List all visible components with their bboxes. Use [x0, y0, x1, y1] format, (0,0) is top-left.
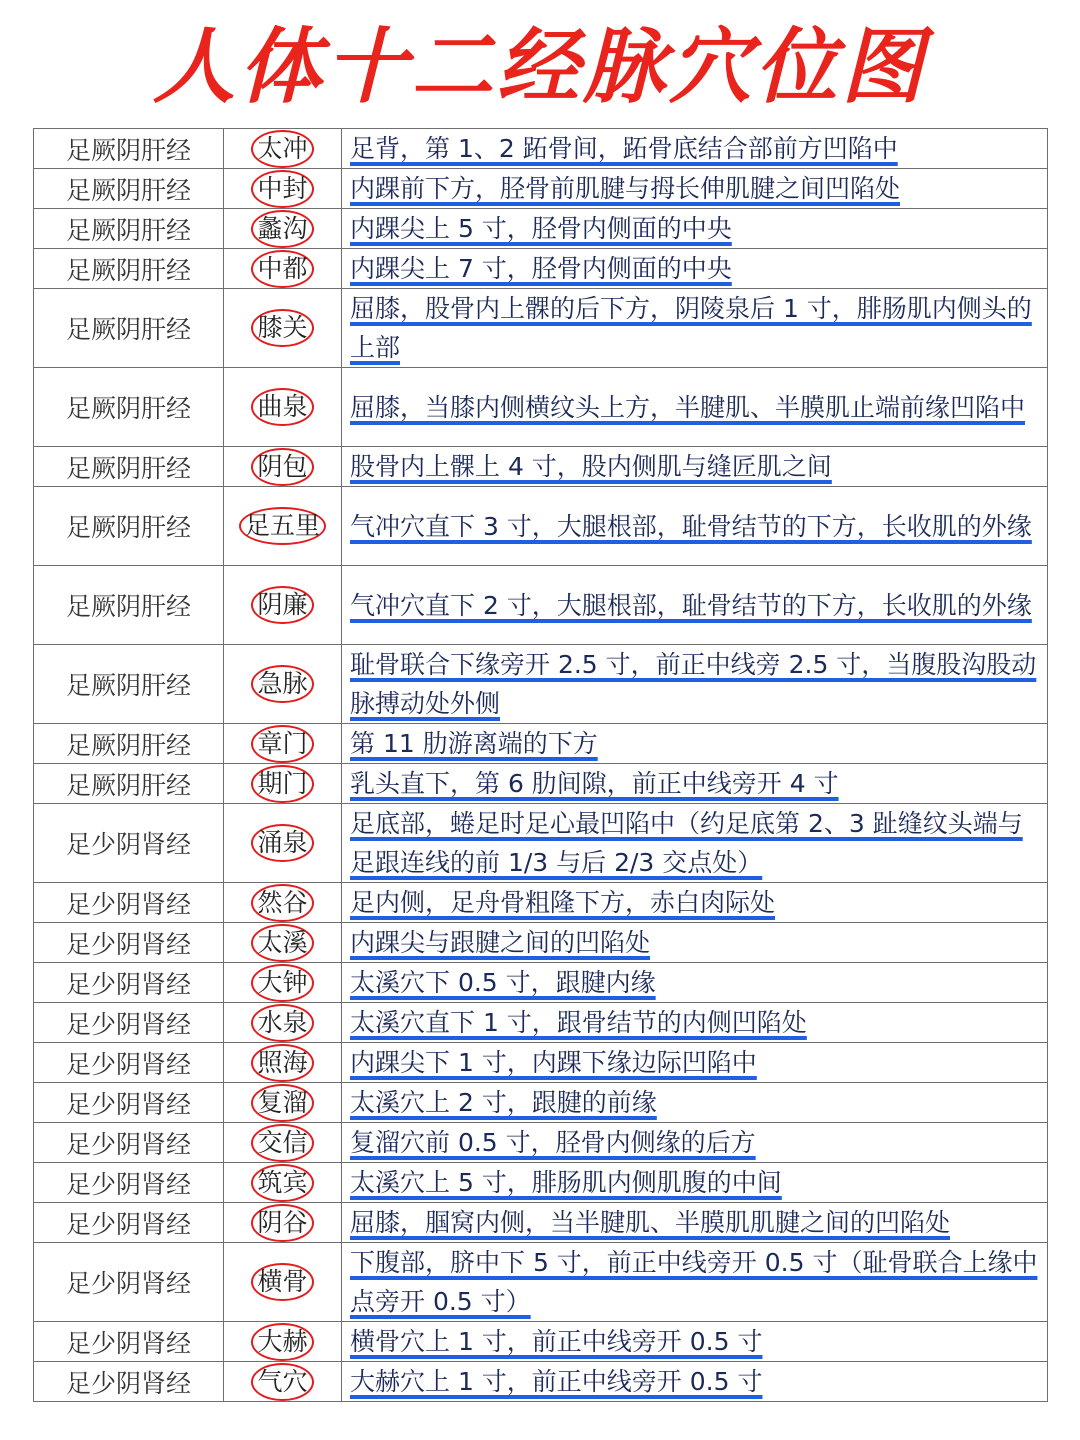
- location-text: 内踝尖下 1 寸，内踝下缘边际凹陷中: [350, 1048, 757, 1077]
- table-row: [34, 1043, 1048, 1083]
- location-text: 内踝尖上 5 寸，胫骨内侧面的中央: [350, 214, 732, 243]
- meridian-cell: 足少阴肾经: [34, 883, 224, 923]
- meridian-cell: 足厥阴肝经: [34, 447, 224, 487]
- point-name-circled: 阴廉: [251, 586, 313, 624]
- table-row: [34, 1362, 1048, 1402]
- location-cell: [342, 1362, 1048, 1402]
- point-name-circled: 膝关: [251, 309, 313, 347]
- point-name-circled: 大赫: [251, 1323, 313, 1361]
- point-cell: [224, 764, 342, 804]
- meridian-cell: 足少阴肾经: [34, 963, 224, 1003]
- location-cell: [342, 368, 1048, 447]
- point-name-circled: 筑宾: [251, 1164, 313, 1202]
- point-cell: [224, 1243, 342, 1322]
- table-row: [34, 289, 1048, 368]
- point-name-circled: 足五里: [239, 507, 326, 545]
- meridian-cell: 足少阴肾经: [34, 1203, 224, 1243]
- location-cell: [342, 883, 1048, 923]
- location-text: 乳头直下，第 6 肋间隙，前正中线旁开 4 寸: [350, 769, 839, 798]
- meridian-cell: 足少阴肾经: [34, 1322, 224, 1362]
- meridian-cell: 足厥阴肝经: [34, 129, 224, 169]
- table-row: [34, 804, 1048, 883]
- table-row: [34, 169, 1048, 209]
- meridian-cell: 足厥阴肝经: [34, 249, 224, 289]
- point-cell: [224, 368, 342, 447]
- location-text: 内踝前下方，胫骨前肌腱与拇长伸肌腱之间凹陷处: [350, 174, 901, 203]
- point-name-circled: 气穴: [251, 1363, 313, 1401]
- table-row: [34, 1322, 1048, 1362]
- location-cell: [342, 1163, 1048, 1203]
- point-cell: [224, 129, 342, 169]
- location-text: 股骨内上髁上 4 寸，股内侧肌与缝匠肌之间: [350, 452, 832, 481]
- location-cell: [342, 1203, 1048, 1243]
- point-name-circled: 急脉: [251, 665, 313, 703]
- table-row: [34, 129, 1048, 169]
- point-cell: [224, 566, 342, 645]
- table-row: [34, 645, 1048, 724]
- meridian-cell: 足少阴肾经: [34, 1083, 224, 1123]
- point-name-circled: 涌泉: [251, 824, 313, 862]
- point-cell: [224, 1362, 342, 1402]
- table-row: [34, 249, 1048, 289]
- point-name-circled: 交信: [251, 1124, 313, 1162]
- location-text: 屈膝，当膝内侧横纹头上方，半腱肌、半膜肌止端前缘凹陷中: [350, 392, 1026, 422]
- location-cell: [342, 129, 1048, 169]
- point-cell: [224, 487, 342, 566]
- location-cell: [342, 487, 1048, 566]
- table-row: [34, 1003, 1048, 1043]
- location-cell: [342, 1043, 1048, 1083]
- point-name-circled: 大钟: [251, 964, 313, 1002]
- point-cell: [224, 883, 342, 923]
- point-name-circled: 复溜: [251, 1084, 313, 1122]
- location-text: 气冲穴直下 2 寸，大腿根部，耻骨结节的下方，长收肌的外缘: [350, 590, 1032, 620]
- point-cell: [224, 923, 342, 963]
- table-row: [34, 963, 1048, 1003]
- location-text: 太溪穴直下 1 寸，跟骨结节的内侧凹陷处: [350, 1008, 807, 1037]
- point-cell: [224, 1123, 342, 1163]
- point-cell: [224, 804, 342, 883]
- meridian-cell: 足少阴肾经: [34, 1003, 224, 1043]
- location-cell: [342, 1123, 1048, 1163]
- location-cell: [342, 169, 1048, 209]
- point-name-circled: 章门: [251, 725, 313, 763]
- table-row: [34, 923, 1048, 963]
- point-cell: [224, 447, 342, 487]
- location-cell: [342, 764, 1048, 804]
- meridian-cell: 足少阴肾经: [34, 1243, 224, 1322]
- location-text: 太溪穴上 5 寸，腓肠肌内侧肌腹的中间: [350, 1168, 782, 1197]
- point-name-circled: 曲泉: [251, 388, 313, 426]
- point-cell: [224, 1043, 342, 1083]
- table-row: [34, 368, 1048, 447]
- acupoint-table: [33, 128, 1048, 1402]
- point-cell: [224, 1003, 342, 1043]
- meridian-cell: 足少阴肾经: [34, 1043, 224, 1083]
- meridian-cell: 足少阴肾经: [34, 1123, 224, 1163]
- point-name-circled: 中封: [251, 170, 313, 208]
- location-cell: [342, 1083, 1048, 1123]
- location-text: 第 11 肋游离端的下方: [350, 729, 598, 758]
- meridian-cell: 足厥阴肝经: [34, 209, 224, 249]
- table-row: [34, 1163, 1048, 1203]
- meridian-cell: 足厥阴肝经: [34, 169, 224, 209]
- location-text: 复溜穴前 0.5 寸，胫骨内侧缘的后方: [350, 1128, 756, 1157]
- point-cell: [224, 169, 342, 209]
- table-row: [34, 764, 1048, 804]
- location-cell: [342, 447, 1048, 487]
- location-cell: [342, 724, 1048, 764]
- location-text: 耻骨联合下缘旁开 2.5 寸，前正中线旁 2.5 寸，当腹股沟股动脉搏动处外侧: [350, 650, 1037, 718]
- point-cell: [224, 724, 342, 764]
- point-cell: [224, 1322, 342, 1362]
- location-cell: [342, 923, 1048, 963]
- point-cell: [224, 249, 342, 289]
- point-name-circled: 中都: [251, 250, 313, 288]
- location-text: 足内侧，足舟骨粗隆下方，赤白肉际处: [350, 888, 776, 917]
- meridian-cell: 足少阴肾经: [34, 923, 224, 963]
- point-name-circled: 照海: [251, 1044, 313, 1082]
- point-name-circled: 然谷: [251, 884, 313, 922]
- point-cell: [224, 645, 342, 724]
- point-name-circled: 阴包: [251, 448, 313, 486]
- point-cell: [224, 1203, 342, 1243]
- location-cell: [342, 1322, 1048, 1362]
- point-cell: [224, 209, 342, 249]
- point-name-circled: 阴谷: [251, 1204, 313, 1242]
- location-cell: [342, 645, 1048, 724]
- location-text: 屈膝，股骨内上髁的后下方，阴陵泉后 1 寸，腓肠肌内侧头的上部: [350, 294, 1032, 362]
- table-row: [34, 487, 1048, 566]
- table-row: [34, 724, 1048, 764]
- location-cell: [342, 1003, 1048, 1043]
- location-cell: [342, 209, 1048, 249]
- location-text: 大赫穴上 1 寸，前正中线旁开 0.5 寸: [350, 1367, 763, 1396]
- point-name-circled: 太冲: [251, 130, 313, 168]
- meridian-cell: 足厥阴肝经: [34, 645, 224, 724]
- point-name-circled: 期门: [251, 765, 313, 803]
- location-cell: [342, 249, 1048, 289]
- location-text: 太溪穴上 2 寸，跟腱的前缘: [350, 1088, 657, 1117]
- page-title: 人体十二经脉穴位图: [153, 20, 927, 115]
- point-cell: [224, 1083, 342, 1123]
- location-text: 足背，第 1、2 跖骨间，跖骨底结合部前方凹陷中: [350, 134, 898, 163]
- location-cell: [342, 804, 1048, 883]
- point-name-circled: 蠡沟: [251, 210, 313, 248]
- location-cell: [342, 1243, 1048, 1322]
- location-text: 内踝尖与跟腱之间的凹陷处: [350, 928, 651, 957]
- point-cell: [224, 289, 342, 368]
- point-name-circled: 横骨: [251, 1263, 313, 1301]
- point-cell: [224, 1163, 342, 1203]
- meridian-cell: 足少阴肾经: [34, 804, 224, 883]
- table-row: [34, 883, 1048, 923]
- point-name-circled: 太溪: [251, 924, 313, 962]
- table-row: [34, 566, 1048, 645]
- point-cell: [224, 963, 342, 1003]
- table-row: [34, 1083, 1048, 1123]
- meridian-cell: 足少阴肾经: [34, 1163, 224, 1203]
- meridian-cell: 足厥阴肝经: [34, 724, 224, 764]
- table-row: [34, 1123, 1048, 1163]
- location-text: 足底部，蜷足时足心最凹陷中（约足底第 2、3 趾缝纹头端与足跟连线的前 1/3 与后 2/3 交点处）: [350, 809, 1023, 877]
- location-text: 横骨穴上 1 寸，前正中线旁开 0.5 寸: [350, 1327, 763, 1356]
- location-text: 太溪穴下 0.5 寸，跟腱内缘: [350, 968, 656, 997]
- meridian-cell: 足厥阴肝经: [34, 289, 224, 368]
- table-row: [34, 1243, 1048, 1322]
- location-cell: [342, 289, 1048, 368]
- table-row: [34, 209, 1048, 249]
- location-text: 气冲穴直下 3 寸，大腿根部，耻骨结节的下方，长收肌的外缘: [350, 511, 1032, 541]
- table-row: [34, 447, 1048, 487]
- meridian-cell: 足厥阴肝经: [34, 764, 224, 804]
- location-cell: [342, 963, 1048, 1003]
- location-text: 下腹部，脐中下 5 寸，前正中线旁开 0.5 寸（耻骨联合上缘中点旁开 0.5 寸）: [350, 1248, 1038, 1316]
- location-text: 内踝尖上 7 寸，胫骨内侧面的中央: [350, 254, 732, 283]
- location-cell: [342, 566, 1048, 645]
- location-text: 屈膝，腘窝内侧，当半腱肌、半膜肌肌腱之间的凹陷处: [350, 1208, 951, 1237]
- meridian-cell: 足厥阴肝经: [34, 368, 224, 447]
- point-name-circled: 水泉: [251, 1004, 313, 1042]
- meridian-cell: 足厥阴肝经: [34, 566, 224, 645]
- table-row: [34, 1203, 1048, 1243]
- meridian-cell: 足少阴肾经: [34, 1362, 224, 1402]
- meridian-cell: 足厥阴肝经: [34, 487, 224, 566]
